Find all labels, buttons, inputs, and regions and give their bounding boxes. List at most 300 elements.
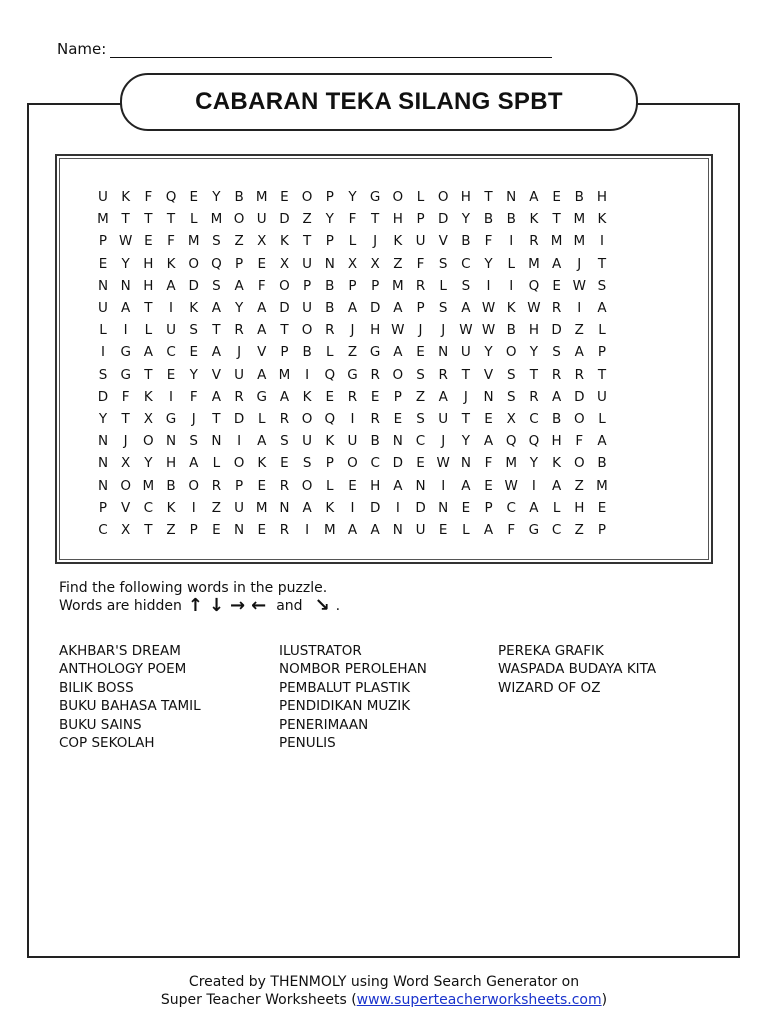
grid-letter[interactable]: R: [279, 522, 290, 538]
grid-letter[interactable]: S: [438, 255, 448, 272]
grid-letter[interactable]: G: [165, 411, 177, 427]
grid-letter[interactable]: M: [550, 233, 563, 250]
grid-letter[interactable]: U: [415, 233, 426, 250]
grid-letter[interactable]: A: [257, 322, 267, 339]
grid-letter[interactable]: N: [392, 522, 403, 538]
grid-letter[interactable]: G: [369, 344, 381, 361]
grid-letter[interactable]: E: [98, 255, 108, 272]
grid-letter[interactable]: Z: [574, 477, 584, 494]
grid-letter[interactable]: S: [416, 411, 425, 427]
grid-letter[interactable]: G: [369, 189, 381, 205]
grid-letter[interactable]: B: [597, 455, 607, 472]
grid-letter[interactable]: P: [597, 522, 607, 538]
grid-letter[interactable]: C: [166, 344, 176, 361]
grid-letter[interactable]: R: [551, 300, 562, 316]
grid-letter[interactable]: Y: [325, 211, 334, 228]
grid-letter[interactable]: A: [234, 277, 244, 294]
grid-letter[interactable]: R: [370, 366, 380, 383]
grid-letter[interactable]: H: [596, 189, 608, 205]
grid-letter[interactable]: N: [392, 433, 403, 450]
grid-letter[interactable]: K: [393, 233, 403, 250]
grid-letter[interactable]: N: [211, 433, 222, 450]
grid-letter[interactable]: X: [121, 455, 131, 472]
grid-letter[interactable]: K: [189, 300, 199, 316]
grid-letter[interactable]: R: [438, 366, 448, 383]
grid-letter[interactable]: G: [256, 388, 267, 405]
grid-letter[interactable]: N: [438, 499, 449, 516]
grid-letter[interactable]: E: [393, 411, 403, 427]
grid-letter[interactable]: L: [439, 277, 447, 294]
grid-letter[interactable]: P: [371, 277, 380, 294]
grid-letter[interactable]: L: [348, 233, 357, 250]
grid-letter[interactable]: S: [461, 277, 471, 294]
grid-letter[interactable]: Z: [415, 388, 426, 405]
grid-letter[interactable]: U: [597, 388, 607, 405]
grid-letter[interactable]: P: [98, 233, 108, 250]
grid-letter[interactable]: S: [212, 277, 221, 294]
grid-letter[interactable]: N: [483, 388, 494, 405]
grid-letter[interactable]: M: [573, 211, 586, 228]
grid-letter[interactable]: Q: [324, 411, 336, 427]
grid-letter[interactable]: Y: [484, 255, 493, 272]
grid-letter[interactable]: T: [144, 522, 153, 538]
grid-letter[interactable]: E: [416, 344, 425, 361]
grid-letter[interactable]: K: [597, 211, 607, 228]
grid-letter[interactable]: Z: [574, 322, 584, 339]
grid-letter[interactable]: X: [279, 255, 290, 272]
grid-letter[interactable]: A: [461, 477, 471, 494]
grid-letter[interactable]: C: [506, 499, 516, 516]
grid-letter[interactable]: S: [552, 344, 561, 361]
grid-letter[interactable]: F: [167, 233, 175, 250]
grid-letter[interactable]: R: [574, 366, 584, 383]
grid-letter[interactable]: Y: [461, 433, 470, 450]
grid-letter[interactable]: L: [598, 411, 606, 427]
grid-letter[interactable]: E: [461, 499, 471, 516]
grid-letter[interactable]: B: [325, 277, 335, 294]
grid-letter[interactable]: Z: [393, 255, 403, 272]
grid-letter[interactable]: L: [326, 477, 334, 494]
grid-letter[interactable]: U: [98, 189, 108, 205]
grid-letter[interactable]: N: [165, 433, 177, 450]
grid-letter[interactable]: Z: [347, 344, 358, 361]
grid-letter[interactable]: V: [483, 366, 494, 383]
grid-letter[interactable]: A: [597, 300, 607, 316]
grid-letter[interactable]: W: [118, 233, 133, 250]
grid-letter[interactable]: M: [255, 189, 268, 205]
grid-letter[interactable]: Y: [98, 411, 108, 427]
grid-letter[interactable]: E: [280, 189, 289, 205]
grid-letter[interactable]: X: [121, 522, 131, 538]
grid-letter[interactable]: P: [416, 211, 425, 228]
grid-letter[interactable]: Y: [189, 366, 198, 383]
grid-letter[interactable]: E: [370, 388, 380, 405]
grid-letter[interactable]: B: [483, 211, 494, 228]
grid-letter[interactable]: N: [279, 499, 290, 516]
grid-letter[interactable]: E: [597, 499, 607, 516]
grid-letter[interactable]: K: [257, 455, 267, 472]
grid-letter[interactable]: X: [347, 255, 358, 272]
grid-letter[interactable]: Z: [166, 522, 176, 538]
grid-letter[interactable]: J: [373, 233, 378, 250]
grid-letter[interactable]: P: [325, 455, 334, 472]
grid-letter[interactable]: J: [463, 388, 468, 405]
grid-letter[interactable]: M: [573, 233, 586, 250]
grid-letter[interactable]: O: [188, 477, 200, 494]
grid-letter[interactable]: A: [211, 344, 222, 361]
grid-letter[interactable]: A: [211, 300, 222, 316]
grid-letter[interactable]: Q: [505, 433, 517, 450]
grid-letter[interactable]: Q: [528, 433, 540, 450]
grid-letter[interactable]: C: [529, 411, 539, 427]
grid-letter[interactable]: M: [255, 499, 268, 516]
grid-letter[interactable]: U: [166, 322, 176, 339]
grid-letter[interactable]: C: [415, 433, 426, 450]
grid-letter[interactable]: E: [189, 189, 198, 205]
grid-letter[interactable]: O: [233, 455, 245, 472]
grid-letter[interactable]: I: [509, 233, 514, 250]
grid-letter[interactable]: K: [143, 388, 153, 405]
grid-letter[interactable]: N: [120, 277, 131, 294]
grid-letter[interactable]: E: [189, 344, 198, 361]
grid-letter[interactable]: Y: [144, 455, 153, 472]
grid-letter[interactable]: I: [305, 522, 310, 538]
grid-letter[interactable]: Q: [211, 255, 222, 272]
grid-letter[interactable]: P: [303, 277, 312, 294]
grid-letter[interactable]: K: [166, 255, 176, 272]
grid-letter[interactable]: J: [350, 322, 355, 339]
grid-letter[interactable]: U: [415, 522, 426, 538]
grid-letter[interactable]: S: [280, 433, 289, 450]
grid-letter[interactable]: M: [323, 522, 336, 538]
grid-letter[interactable]: A: [347, 522, 358, 538]
grid-letter[interactable]: F: [575, 433, 584, 450]
grid-letter[interactable]: F: [484, 233, 493, 250]
grid-letter[interactable]: D: [437, 211, 449, 228]
grid-letter[interactable]: H: [143, 277, 154, 294]
grid-letter[interactable]: J: [441, 433, 446, 450]
grid-letter[interactable]: A: [393, 477, 403, 494]
grid-letter[interactable]: V: [257, 344, 267, 361]
grid-letter[interactable]: M: [392, 277, 404, 294]
grid-letter[interactable]: I: [486, 277, 491, 294]
grid-letter[interactable]: P: [189, 522, 198, 538]
grid-letter[interactable]: A: [257, 366, 267, 383]
grid-letter[interactable]: B: [325, 300, 335, 316]
grid-letter[interactable]: C: [461, 255, 471, 272]
grid-letter[interactable]: A: [257, 433, 267, 450]
grid-letter[interactable]: A: [393, 300, 403, 316]
grid-letter[interactable]: T: [212, 411, 221, 427]
grid-letter[interactable]: U: [234, 499, 245, 516]
grid-letter[interactable]: H: [551, 433, 562, 450]
grid-letter[interactable]: H: [460, 189, 471, 205]
grid-letter[interactable]: T: [280, 322, 289, 339]
grid-letter[interactable]: M: [278, 366, 291, 383]
grid-letter[interactable]: A: [551, 255, 562, 272]
grid-letter[interactable]: D: [188, 277, 199, 294]
grid-letter[interactable]: A: [529, 499, 539, 516]
grid-letter[interactable]: W: [527, 300, 541, 316]
grid-letter[interactable]: F: [416, 255, 425, 272]
grid-letter[interactable]: Y: [484, 344, 493, 361]
grid-letter[interactable]: T: [484, 189, 493, 205]
grid-letter[interactable]: K: [552, 455, 562, 472]
grid-letter[interactable]: K: [302, 388, 312, 405]
grid-letter[interactable]: K: [529, 211, 539, 228]
grid-letter[interactable]: I: [350, 411, 355, 427]
grid-letter[interactable]: M: [596, 477, 608, 494]
grid-letter[interactable]: Y: [234, 300, 244, 316]
grid-letter[interactable]: X: [143, 411, 153, 427]
grid-letter[interactable]: L: [189, 211, 198, 228]
grid-letter[interactable]: G: [120, 366, 131, 383]
grid-letter[interactable]: H: [574, 499, 585, 516]
grid-letter[interactable]: N: [97, 477, 109, 494]
grid-letter[interactable]: O: [347, 455, 358, 472]
grid-letter[interactable]: R: [415, 277, 426, 294]
grid-letter[interactable]: C: [98, 522, 108, 538]
grid-letter[interactable]: E: [257, 522, 267, 538]
grid-letter[interactable]: G: [528, 522, 540, 538]
grid-letter[interactable]: N: [324, 255, 335, 272]
grid-letter[interactable]: T: [144, 300, 153, 316]
grid-letter[interactable]: O: [301, 189, 313, 205]
grid-letter[interactable]: T: [166, 211, 176, 228]
grid-letter[interactable]: L: [507, 255, 515, 272]
grid-letter[interactable]: V: [438, 233, 448, 250]
grid-letter[interactable]: A: [302, 499, 312, 516]
grid-letter[interactable]: S: [506, 366, 516, 383]
grid-letter[interactable]: B: [506, 211, 516, 228]
grid-letter[interactable]: E: [280, 455, 289, 472]
grid-letter[interactable]: F: [507, 522, 516, 538]
grid-letter[interactable]: B: [370, 433, 380, 450]
grid-letter[interactable]: T: [597, 366, 607, 383]
grid-letter[interactable]: W: [504, 477, 518, 494]
grid-letter[interactable]: H: [143, 255, 154, 272]
grid-letter[interactable]: C: [143, 499, 154, 516]
grid-letter[interactable]: I: [531, 477, 536, 494]
grid-letter[interactable]: T: [121, 211, 130, 228]
grid-letter[interactable]: P: [235, 477, 244, 494]
grid-letter[interactable]: P: [416, 300, 425, 316]
grid-letter[interactable]: O: [392, 366, 404, 383]
grid-letter[interactable]: N: [460, 455, 471, 472]
grid-letter[interactable]: E: [552, 277, 561, 294]
grid-letter[interactable]: J: [191, 411, 196, 427]
grid-letter[interactable]: V: [211, 366, 222, 383]
grid-letter[interactable]: A: [461, 300, 471, 316]
grid-letter[interactable]: U: [438, 411, 449, 427]
grid-letter[interactable]: I: [395, 499, 400, 516]
grid-letter[interactable]: S: [597, 277, 607, 294]
grid-letter[interactable]: I: [169, 300, 174, 316]
grid-letter[interactable]: G: [120, 344, 131, 361]
grid-letter[interactable]: O: [120, 477, 131, 494]
grid-letter[interactable]: T: [371, 211, 380, 228]
grid-letter[interactable]: D: [279, 300, 290, 316]
grid-letter[interactable]: F: [121, 388, 130, 405]
grid-letter[interactable]: W: [459, 322, 473, 339]
grid-letter[interactable]: R: [279, 411, 290, 427]
grid-letter[interactable]: K: [325, 499, 335, 516]
grid-letter[interactable]: M: [142, 477, 155, 494]
grid-letter[interactable]: A: [347, 300, 358, 316]
grid-letter[interactable]: S: [416, 366, 425, 383]
grid-letter[interactable]: O: [437, 189, 449, 205]
grid-letter[interactable]: A: [189, 455, 199, 472]
grid-letter[interactable]: A: [393, 344, 403, 361]
grid-letter[interactable]: Y: [529, 344, 539, 361]
grid-letter[interactable]: L: [552, 499, 561, 516]
grid-letter[interactable]: E: [552, 189, 561, 205]
grid-letter[interactable]: B: [234, 189, 244, 205]
grid-letter[interactable]: P: [235, 255, 244, 272]
grid-letter[interactable]: E: [166, 366, 176, 383]
grid-letter[interactable]: X: [257, 233, 267, 250]
grid-letter[interactable]: U: [98, 300, 108, 316]
grid-letter[interactable]: I: [191, 499, 196, 516]
grid-letter[interactable]: Q: [528, 277, 540, 294]
grid-letter[interactable]: J: [418, 322, 423, 339]
grid-letter[interactable]: Z: [211, 499, 222, 516]
grid-letter[interactable]: D: [233, 411, 245, 427]
grid-letter[interactable]: A: [551, 477, 562, 494]
grid-letter[interactable]: A: [166, 277, 176, 294]
grid-letter[interactable]: K: [506, 300, 516, 316]
grid-letter[interactable]: B: [166, 477, 176, 494]
grid-letter[interactable]: A: [279, 388, 290, 405]
grid-letter[interactable]: E: [144, 233, 153, 250]
grid-letter[interactable]: J: [577, 255, 582, 272]
grid-letter[interactable]: W: [572, 277, 586, 294]
grid-letter[interactable]: T: [144, 211, 153, 228]
grid-letter[interactable]: K: [166, 499, 176, 516]
grid-letter[interactable]: O: [392, 189, 404, 205]
grid-letter[interactable]: J: [441, 322, 446, 339]
grid-letter[interactable]: N: [97, 277, 109, 294]
grid-letter[interactable]: A: [483, 522, 494, 538]
grid-letter[interactable]: Z: [234, 233, 244, 250]
grid-letter[interactable]: U: [302, 433, 313, 450]
grid-letter[interactable]: A: [211, 388, 222, 405]
grid-letter[interactable]: R: [234, 322, 244, 339]
grid-letter[interactable]: A: [574, 344, 584, 361]
grid-letter[interactable]: E: [257, 255, 267, 272]
grid-letter[interactable]: A: [597, 433, 607, 450]
grid-letter[interactable]: B: [461, 233, 471, 250]
grid-letter[interactable]: L: [99, 322, 107, 339]
grid-letter[interactable]: A: [121, 300, 131, 316]
grid-letter[interactable]: L: [416, 189, 425, 205]
grid-letter[interactable]: A: [438, 388, 448, 405]
grid-letter[interactable]: X: [506, 411, 516, 427]
grid-letter[interactable]: L: [598, 322, 606, 339]
grid-letter[interactable]: N: [438, 344, 449, 361]
grid-letter[interactable]: C: [370, 455, 380, 472]
grid-letter[interactable]: P: [280, 344, 289, 361]
grid-letter[interactable]: N: [506, 189, 517, 205]
grid-letter[interactable]: K: [325, 433, 335, 450]
grid-letter[interactable]: U: [256, 211, 267, 228]
grid-letter[interactable]: L: [257, 411, 266, 427]
grid-letter[interactable]: I: [305, 366, 310, 383]
grid-letter[interactable]: D: [97, 388, 109, 405]
grid-letter[interactable]: I: [577, 300, 582, 316]
grid-letter[interactable]: V: [121, 499, 131, 516]
grid-letter[interactable]: D: [415, 499, 426, 516]
grid-letter[interactable]: L: [326, 344, 334, 361]
grid-letter[interactable]: N: [415, 477, 426, 494]
grid-letter[interactable]: K: [121, 189, 131, 205]
grid-letter[interactable]: R: [211, 477, 222, 494]
grid-letter[interactable]: U: [234, 366, 245, 383]
grid-letter[interactable]: H: [370, 322, 381, 339]
grid-letter[interactable]: T: [212, 322, 221, 339]
grid-letter[interactable]: I: [509, 277, 514, 294]
grid-letter[interactable]: D: [392, 455, 404, 472]
grid-letter[interactable]: F: [348, 211, 357, 228]
grid-letter[interactable]: E: [484, 477, 493, 494]
grid-letter[interactable]: D: [551, 322, 562, 339]
grid-letter[interactable]: F: [144, 189, 153, 205]
grid-letter[interactable]: N: [97, 433, 109, 450]
grid-letter[interactable]: H: [528, 322, 539, 339]
grid-letter[interactable]: N: [234, 522, 245, 538]
grid-letter[interactable]: G: [347, 366, 358, 383]
grid-letter[interactable]: Y: [529, 455, 539, 472]
grid-letter[interactable]: R: [279, 477, 290, 494]
grid-letter[interactable]: E: [257, 477, 267, 494]
grid-letter[interactable]: R: [370, 411, 380, 427]
grid-letter[interactable]: E: [325, 388, 335, 405]
grid-letter[interactable]: F: [257, 277, 266, 294]
grid-letter[interactable]: O: [233, 211, 245, 228]
grid-letter[interactable]: B: [574, 189, 584, 205]
grid-letter[interactable]: U: [460, 344, 471, 361]
name-blank-line[interactable]: [110, 43, 552, 58]
grid-letter[interactable]: L: [144, 322, 153, 339]
grid-letter[interactable]: U: [302, 300, 313, 316]
grid-letter[interactable]: S: [98, 366, 108, 383]
grid-letter[interactable]: B: [302, 344, 312, 361]
grid-letter[interactable]: Z: [302, 211, 312, 228]
grid-letter[interactable]: U: [302, 255, 313, 272]
grid-letter[interactable]: H: [392, 211, 403, 228]
grid-letter[interactable]: Z: [574, 522, 584, 538]
grid-letter[interactable]: O: [301, 411, 313, 427]
grid-letter[interactable]: O: [573, 455, 585, 472]
grid-letter[interactable]: O: [188, 255, 200, 272]
grid-letter[interactable]: B: [506, 322, 516, 339]
grid-letter[interactable]: S: [302, 455, 312, 472]
grid-letter[interactable]: W: [391, 322, 405, 339]
grid-letter[interactable]: F: [484, 455, 493, 472]
grid-letter[interactable]: Y: [121, 255, 130, 272]
grid-letter[interactable]: T: [461, 366, 470, 383]
grid-letter[interactable]: O: [143, 433, 154, 450]
grid-letter[interactable]: S: [506, 388, 516, 405]
grid-letter[interactable]: P: [98, 499, 108, 516]
grid-letter[interactable]: P: [597, 344, 607, 361]
grid-letter[interactable]: Y: [461, 211, 470, 228]
grid-letter[interactable]: I: [599, 233, 604, 250]
grid-letter[interactable]: A: [143, 344, 153, 361]
grid-letter[interactable]: M: [528, 255, 540, 272]
grid-letter[interactable]: T: [461, 411, 470, 427]
grid-letter[interactable]: I: [169, 388, 174, 405]
